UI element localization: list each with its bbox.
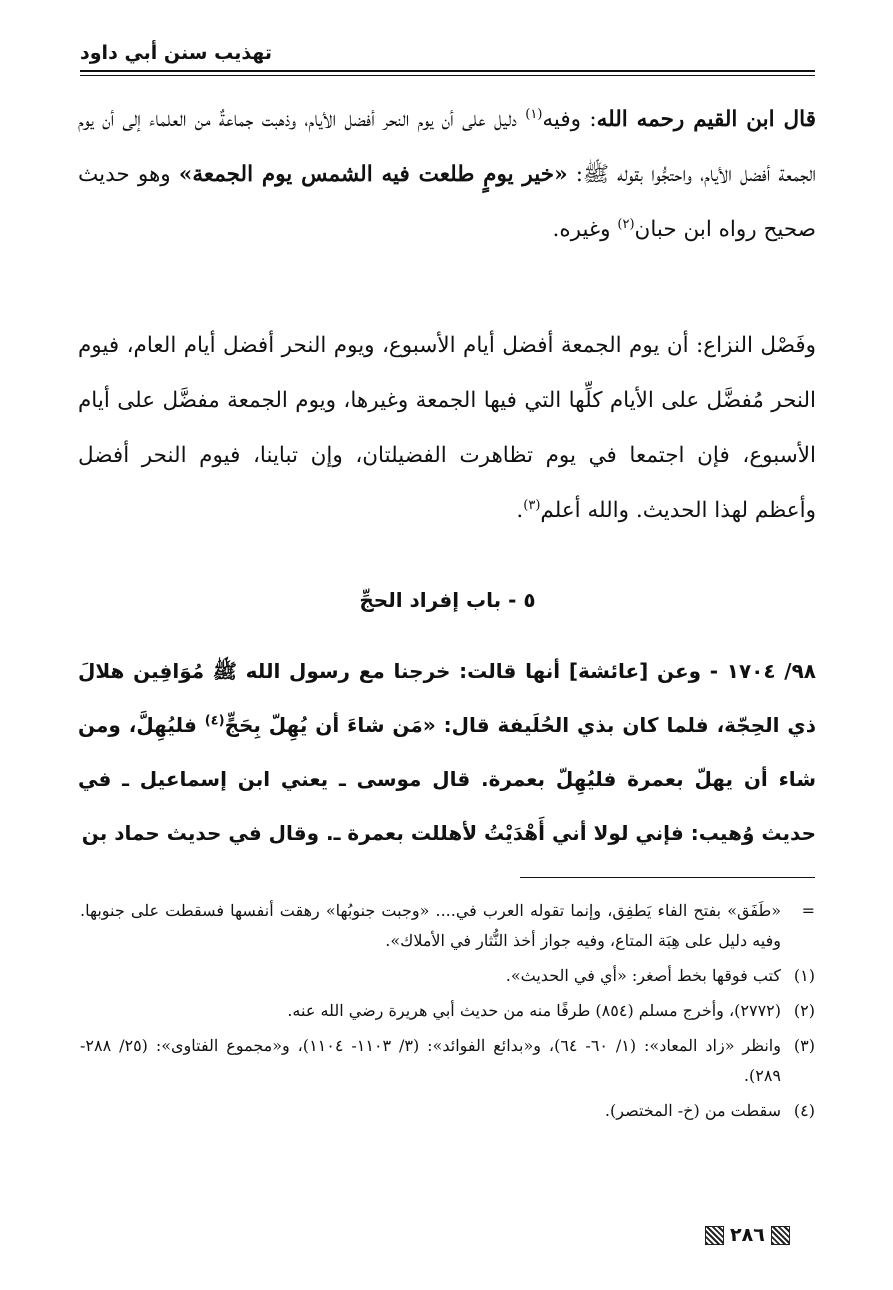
footnote-text: كتب فوقها بخط أصغر: «أي في الحديث». [505,966,781,985]
section-heading: ٥ - باب إفراد الحجِّ [359,588,536,612]
page-number: ٢٨٦ [730,1224,765,1246]
footnote-text: (٢٧٧٢)، وأخرج مسلم (٨٥٤) طرفًا منه من حديث أبي هريرة رضي الله عنه. [287,1001,781,1020]
footnote-ref-2: (٢) [617,216,635,232]
paragraph-lead-bold: قال ابن القيم رحمه الله [596,107,816,132]
running-header-title: تهذيب سنن أبي داود [80,42,272,64]
footnote-mark: (٤) [793,1101,815,1120]
footnote-mark: (٢) [793,1001,815,1020]
footnote-separator [520,877,815,878]
paragraph-text: وهو حديث صحيح رواه ابن حبان [78,162,816,242]
paragraph-ibn-qayyim [78,92,816,257]
hadith-quote: «خير يومٍ طلعت فيه الشمس يوم الجمعة» [178,162,568,187]
footnote-item [80,1031,815,1091]
footnote-ref-3: (٣) [523,497,541,513]
footnotes [80,896,815,1131]
footnote-item [80,961,815,991]
hadith-text: فليُهِلَّ، ومن شاء أن يهلّ بعمرة فليُهِلّ بعمرة. قال موسى ـ يعني ابن إسماعيل ـ في حديث وُهيب: فإني لولا أني أَهْدَيْتُ لأهللت بعمرة ـ. وقال في حديث حماد بن [78,713,816,845]
footnote-text: «طَفَق» بفتح الفاء يَطفِق، وإنما تقوله العرب في.... «وجبت جنوبُها» رهقت أنفسها فسقطت على جنوبها. وفيه دليل على هِبَة المتاع، وفيه جواز أخذ النُّثار في الأملاك». [80,901,781,950]
header-rule-thin [80,75,815,76]
footnote-mark: (١) [793,966,815,985]
ornament-icon [705,1226,724,1245]
ornament-icon [771,1226,790,1245]
footnote-text: سقطت من (خ- المختصر). [604,1101,781,1120]
paragraph-text: دليل على أن يوم النحر أفضل الأيام، وذهبت جماعةٌ من العلماء إلى أن يوم الجمعة أفضل الأيام، واحتجُّوا بقوله ﷺ: [78,107,816,187]
footnote-text: وانظر «زاد المعاد»: (١/ ٦٠- ٦٤)، و«بدائع الفوائد»: (٣/ ١١٠٣- ١١٠٤)، و«مجموع الفتاوى»: (٢٥/ ٢٨٨- ٢٨٩). [80,1036,781,1085]
footnote-ref-4: (٤) [204,713,225,729]
paragraph-resolution [78,318,816,538]
paragraph-text: : وفيه [542,107,597,132]
header-rule-thick [80,70,815,72]
hadith-text: ٩٨/ ١٧٠٤ - وعن [عائشة] أنها قالت: خرجنا مع رسول الله ﷺ مُوَافِين هلالَ ذي الحِجّة، فلما كان بذي الحُلَيفة قال: «مَن شاءَ أن يُهِلّ بِحَجٍّ [78,659,816,737]
footnote-item [80,896,815,956]
hadith-paragraph [78,644,816,860]
paragraph-text: وغيره. [552,217,618,242]
paragraph-text: وفَصْل النزاع: أن يوم الجمعة أفضل أيام الأسبوع، ويوم النحر أفضل أيام العام، فيوم النحر مُفضَّل على الأيام كلِّها التي فيها الجمعة وغيرها، ويوم الجمعة مفضَّل على أيام الأسبوع، فإن اجتمعا في يوم تظاهرت الفضيلتان، وإن تباينا، فيوم النحر أفضل وأعظم لهذا الحديث. والله أعلم [78,333,816,523]
footnote-ref-1: (١) [525,106,543,122]
page-number-block [705,1224,790,1246]
paragraph-text: . [516,498,524,523]
footnote-mark: (٣) [793,1036,815,1055]
footnote-mark: = [801,901,815,920]
footnote-item [80,996,815,1026]
footnote-item [80,1096,815,1126]
